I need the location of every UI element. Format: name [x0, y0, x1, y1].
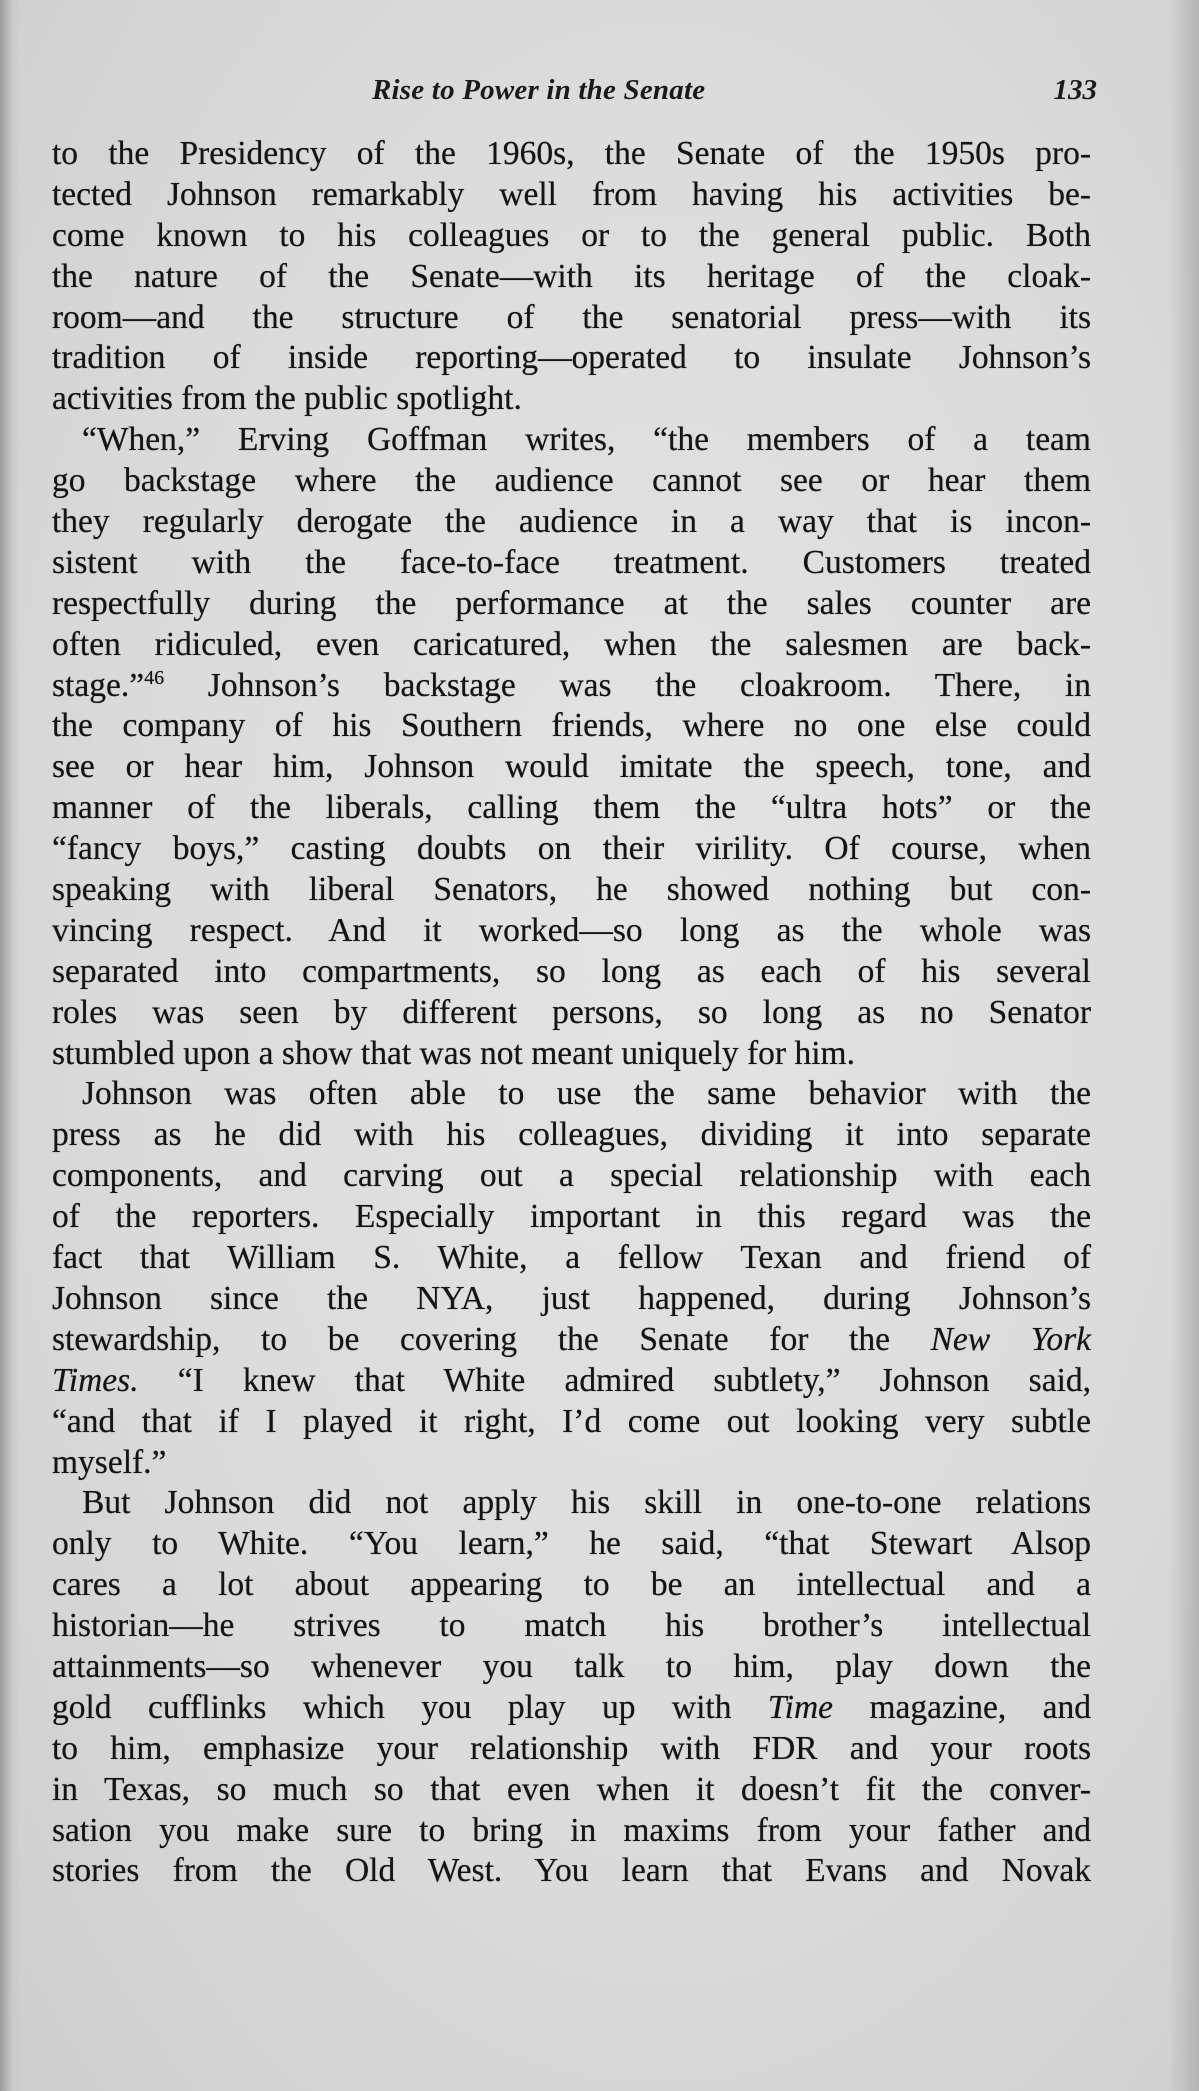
text-line: Johnson since the NYA, just happened, during Johnson’s [52, 1279, 1091, 1317]
text-line: Johnson was often able to use the same behavior with the [82, 1075, 1091, 1113]
text-line: sistent with the face-to-face treatment. Customers treated [52, 543, 1091, 581]
text-line: myself.” [52, 1443, 167, 1481]
text-line-with-italic [52, 1361, 1091, 1402]
text-line: the nature of the Senate—with its heritage of the cloak- [52, 257, 1091, 295]
text-line: attainments—so whenever you talk to him, play down the [52, 1647, 1091, 1685]
footnote-reference: 46 [144, 666, 165, 689]
text-line: stories from the Old West. You learn that Evans and Novak [52, 1852, 1091, 1890]
text-fragment: “I knew that White admired subtlety,” Johnson said, [177, 1361, 1092, 1399]
text-line-with-footnote [52, 666, 1091, 707]
text-line: “fancy boys,” casting doubts on their virility. Of course, when [52, 830, 1091, 868]
text-line: of the reporters. Especially important in this regard was the [52, 1198, 1091, 1236]
newspaper-title: Times. [52, 1361, 139, 1399]
text-line: roles was seen by different persons, so long as no Senator [52, 993, 1091, 1031]
text-line: sation you make sure to bring in maxims from your father and [52, 1811, 1091, 1849]
text-line: to him, emphasize your relationship with FDR and your roots [52, 1729, 1091, 1767]
text-line: “When,” Erving Goffman writes, “the members of a team [82, 421, 1091, 459]
text-line: components, and carving out a special relationship with each [52, 1157, 1091, 1195]
text-fragment: magazine, and [833, 1688, 1091, 1726]
text-line: tected Johnson remarkably well from having his activities be- [52, 175, 1091, 213]
text-line: room—and the structure of the senatorial press—with its [52, 298, 1091, 336]
text-line: often ridiculed, even caricatured, when the salesmen are back- [52, 625, 1091, 663]
text-line: press as he did with his colleagues, dividing it into separate [52, 1116, 1091, 1154]
text-line: stumbled upon a show that was not meant uniquely for him. [52, 1034, 855, 1072]
page-gutter-shadow [0, 0, 20, 2091]
newspaper-title: New York [930, 1320, 1091, 1358]
text-line: activities from the public spotlight. [52, 380, 522, 418]
text-line: only to White. “You learn,” he said, “that Stewart Alsop [52, 1525, 1091, 1563]
page-edge-shadow [1169, 0, 1199, 2091]
text-fragment: gold cufflinks which you play up with [52, 1688, 768, 1726]
page-number: 133 [1053, 74, 1097, 106]
text-line: in Texas, so much so that even when it doesn’t fit the conver- [52, 1770, 1091, 1808]
text-line: see or hear him, Johnson would imitate the speech, tone, and [52, 748, 1091, 786]
text-line: go backstage where the audience cannot see or hear them [52, 462, 1091, 500]
text-line: cares a lot about appearing to be an intellectual and a [52, 1566, 1091, 1604]
text-fragment: stage.” [52, 666, 145, 704]
text-line: respectfully during the performance at the sales counter are [52, 584, 1091, 622]
text-fragment: Johnson’s backstage was the cloakroom. There, in [164, 666, 1091, 704]
text-line: to the Presidency of the 1960s, the Senate of the 1950s pro- [52, 135, 1091, 172]
text-line: tradition of inside reporting—operated to insulate Johnson’s [52, 339, 1091, 377]
magazine-title: Time [767, 1688, 834, 1726]
text-line: separated into compartments, so long as each of his several [52, 952, 1091, 990]
body-text [52, 134, 1091, 1892]
running-head [372, 74, 1097, 118]
text-line: vincing respect. And it worked—so long as the whole was [52, 911, 1091, 949]
text-line: historian—he strives to match his brother’s intellectual [52, 1607, 1091, 1645]
running-title: Rise to Power in the Senate [372, 74, 706, 106]
text-line: the company of his Southern friends, where no one else could [52, 707, 1091, 745]
text-line: come known to his colleagues or to the general public. Both [52, 216, 1091, 254]
text-line: manner of the liberals, calling them the “ultra hots” or the [52, 789, 1091, 827]
text-line: fact that William S. White, a fellow Texan and friend of [52, 1239, 1091, 1277]
text-line: But Johnson did not apply his skill in one-to-one relations [82, 1484, 1091, 1522]
text-line: “and that if I played it right, I’d come out looking very subtle [52, 1402, 1091, 1440]
text-line-with-italic [52, 1320, 1091, 1361]
text-line: they regularly derogate the audience in a way that is incon- [52, 503, 1091, 541]
text-line: speaking with liberal Senators, he showed nothing but con- [52, 871, 1091, 909]
text-line-with-italic [52, 1688, 1091, 1729]
text-fragment: stewardship, to be covering the Senate for the [52, 1320, 931, 1358]
